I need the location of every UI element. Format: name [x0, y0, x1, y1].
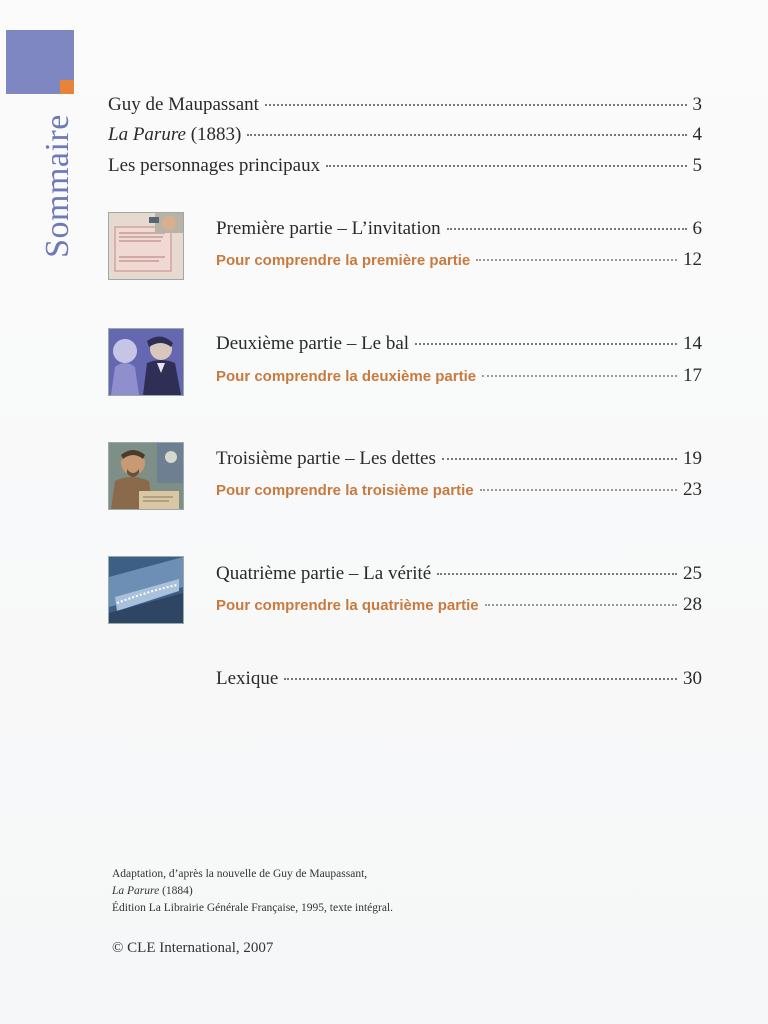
dot-leader [447, 228, 687, 230]
toc-subentry-title: Pour comprendre la quatrième partie [216, 597, 479, 614]
dot-leader [284, 678, 677, 680]
toc-entry-part-3[interactable] [216, 448, 702, 470]
toc-entry-author[interactable] [108, 94, 702, 116]
toc-entry-title: Guy de Maupassant [108, 94, 259, 115]
credits [112, 866, 393, 917]
toc-entry-page: 30 [683, 668, 702, 689]
toc-entry-title [108, 124, 241, 146]
thumbnail-ball [108, 328, 184, 396]
dot-leader [415, 343, 677, 345]
toc-entry-title: Lexique [216, 668, 279, 689]
toc-entry-lexique[interactable] [216, 668, 702, 690]
credits-work-year: (1884) [159, 885, 193, 897]
toc-entry-title: Première partie – L’invitation [216, 218, 441, 239]
credits-line-3: Édition La Librairie Générale Française, 1995, texte intégral. [112, 902, 393, 914]
toc-subentry-part-3[interactable] [216, 479, 702, 502]
toc-subentry-page: 17 [683, 365, 702, 386]
dot-leader [485, 604, 677, 606]
decorative-orange-square [60, 80, 74, 94]
toc-entry-title-year: (1883) [185, 124, 242, 145]
dot-leader [265, 104, 687, 106]
toc-subentry-page: 12 [683, 249, 702, 270]
thumbnail-invitation [108, 212, 184, 280]
toc-entry-characters[interactable] [108, 155, 702, 177]
toc-subentry-title: Pour comprendre la deuxième partie [216, 368, 477, 385]
toc-entry-page: 6 [692, 218, 702, 239]
credits-work-title: La Parure [112, 885, 160, 897]
dot-leader [476, 259, 677, 261]
dot-leader [247, 134, 686, 136]
toc-subentry-title: Pour comprendre la troisième partie [216, 482, 474, 499]
toc-subentry-page: 28 [683, 594, 702, 615]
thumbnail-debts [108, 442, 184, 510]
invitation-letter-icon [109, 213, 183, 279]
toc-entry-title: Deuxième partie – Le bal [216, 333, 410, 354]
toc-entry-page: 14 [683, 333, 702, 354]
toc-entry-page: 4 [692, 124, 702, 145]
toc-entry-part-2[interactable] [216, 333, 702, 355]
sidebar-title-text: Sommaire [39, 114, 77, 258]
toc-entry-part-4[interactable] [216, 563, 702, 585]
toc-subentry-part-1[interactable] [216, 249, 702, 272]
dot-leader [482, 375, 677, 377]
credits-line-1: Adaptation, d’après la nouvelle de Guy de Maupassant, [112, 868, 368, 880]
toc-entry-page: 3 [692, 94, 702, 115]
toc-entry-part-1[interactable] [216, 218, 702, 240]
dot-leader [437, 573, 677, 575]
toc-entry-page: 25 [683, 563, 702, 584]
dot-leader [326, 165, 686, 167]
toc-subentry-part-2[interactable] [216, 365, 702, 388]
toc-entry-page: 5 [692, 155, 702, 176]
toc-subentry-title: Pour comprendre la première partie [216, 252, 471, 269]
toc-entry-title: Les personnages principaux [108, 155, 321, 176]
dot-leader [480, 489, 677, 491]
toc-entry-title: Troisième partie – Les dettes [216, 448, 436, 469]
man-writing-icon [109, 443, 183, 509]
necklace-case-icon [109, 557, 183, 623]
ball-couple-icon [109, 329, 183, 395]
toc-subentry-page: 23 [683, 479, 702, 500]
toc-entry-title-italic: La Parure [108, 124, 186, 145]
dot-leader [442, 458, 677, 460]
copyright: © CLE International, 2007 [112, 940, 274, 956]
toc-entry-page: 19 [683, 448, 702, 469]
toc-subentry-part-4[interactable] [216, 594, 702, 617]
sidebar-title [36, 96, 80, 276]
credits-line-2 [112, 883, 393, 900]
toc-entry-title: Quatrième partie – La vérité [216, 563, 432, 584]
thumbnail-truth [108, 556, 184, 624]
toc-entry-la-parure[interactable] [108, 124, 702, 146]
